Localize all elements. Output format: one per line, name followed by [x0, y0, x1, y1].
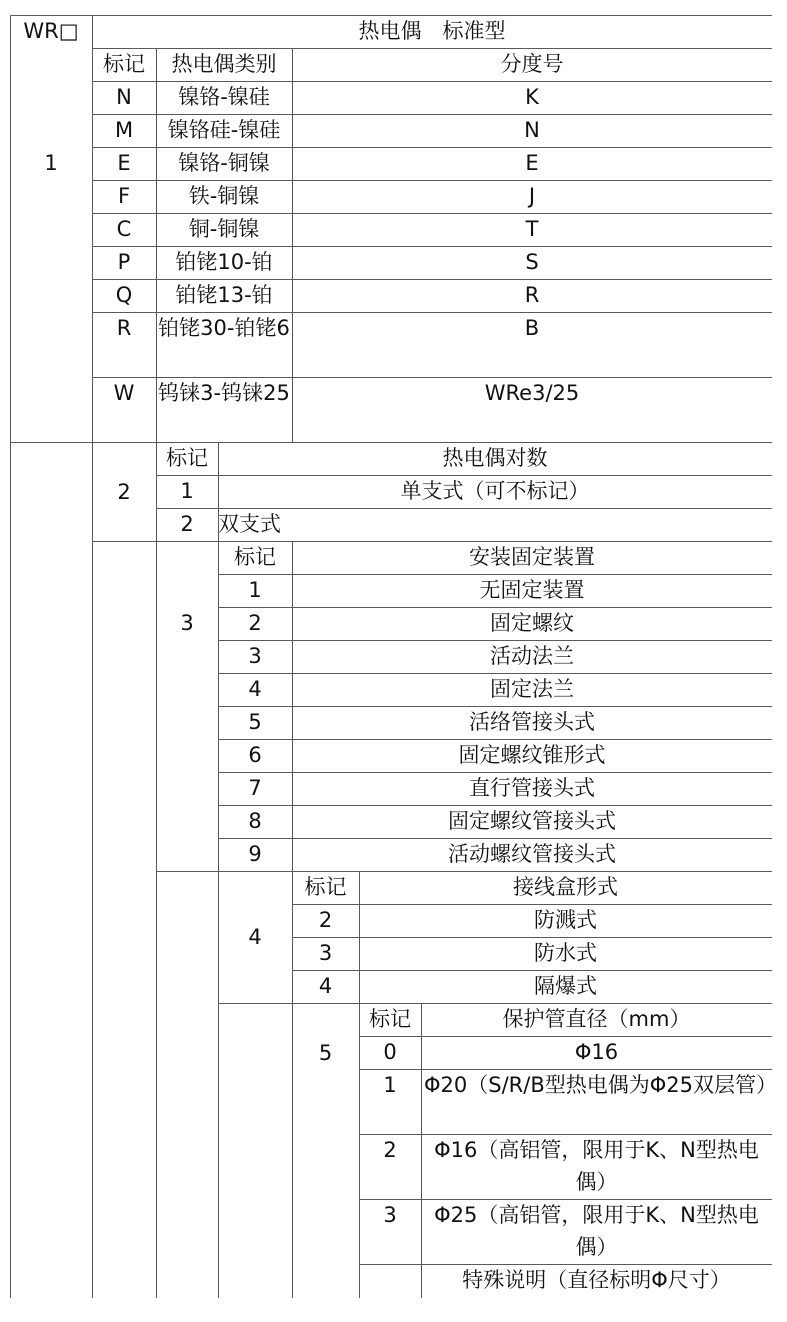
section3-label: 活动法兰 — [490, 644, 574, 668]
section4-label: 防溅式 — [534, 908, 597, 932]
section5-label — [421, 1134, 772, 1199]
section1-grade-header: 分度号 — [500, 52, 564, 76]
section1-grade: J — [528, 184, 536, 208]
section3-mark: 9 — [248, 842, 262, 866]
section1-type — [156, 377, 292, 442]
section3-mark: 1 — [248, 578, 262, 602]
section3-label: 固定螺纹管接头式 — [448, 809, 616, 833]
section5-mark: 0 — [383, 1040, 397, 1064]
section1-mark-header: 标记 — [103, 52, 145, 76]
section1-type: 镍铬-铜镍 — [178, 151, 270, 175]
section1-mark: N — [116, 85, 132, 109]
section2-title: 热电偶对数 — [442, 446, 548, 470]
section1-mark: C — [116, 217, 132, 241]
section4-title: 接线盒形式 — [513, 875, 618, 899]
section1-mark: F — [117, 184, 131, 208]
section2-label: 双支式 — [218, 512, 281, 536]
section2-label: 单支式（可不标记） — [400, 479, 590, 503]
section5-index: 5 — [318, 1040, 333, 1065]
section5-label-text: Φ16（高铝管，限用于K、N型热电偶） — [434, 1138, 759, 1194]
section5-label — [421, 1069, 777, 1134]
section5-title: 保护管直径（mm） — [502, 1007, 691, 1031]
section1-type: 铁-铜镍 — [188, 184, 260, 208]
section3-label: 固定法兰 — [490, 677, 574, 701]
section1-mark: Q — [115, 283, 133, 307]
section3-title: 安装固定装置 — [469, 545, 595, 569]
section1-mark: W — [113, 381, 135, 405]
section3-mark: 3 — [248, 644, 262, 668]
section1-type: 铜-铜镍 — [188, 217, 260, 241]
section1-type: 镍铬硅-镍硅 — [167, 118, 281, 142]
section1-type: 镍铬-镍硅 — [178, 85, 270, 109]
section5-label: Φ16 — [574, 1040, 619, 1064]
section3-label: 直行管接头式 — [469, 776, 595, 800]
section3-label: 无固定装置 — [479, 578, 585, 602]
section5-label: 特殊说明（直径标明Φ尺寸） — [462, 1268, 731, 1292]
section3-label: 活络管接头式 — [469, 710, 595, 734]
section3-mark: 5 — [248, 710, 262, 734]
section1-index: 1 — [44, 150, 58, 175]
section2-mark: 1 — [180, 479, 194, 503]
section5-mark: 2 — [383, 1138, 397, 1162]
section5-label-text: Φ20（S/R/B型热电偶为Φ25双层管） — [424, 1073, 777, 1097]
spec-table — [10, 15, 777, 1298]
section3-mark: 7 — [248, 776, 262, 800]
section1-grade: S — [525, 250, 539, 274]
section1-type — [156, 312, 292, 377]
section5-mark: 1 — [383, 1073, 397, 1097]
section3-index: 3 — [180, 611, 194, 635]
section4-mark: 4 — [318, 974, 333, 998]
section1-grade: WRe3/25 — [484, 381, 580, 405]
section1-grade: K — [525, 85, 539, 109]
section1-type-header: 热电偶类别 — [171, 52, 277, 76]
section1-type-text: 钨铼3-钨铼25 — [158, 381, 290, 405]
section2-index: 2 — [117, 479, 131, 504]
section1-grade: E — [525, 151, 539, 175]
section1-mark: M — [114, 118, 134, 142]
section1-type-text: 铂铑30-铂铑6 — [158, 316, 290, 340]
section1-mark: E — [117, 151, 131, 175]
section1-type: 铂铑13-铂 — [175, 283, 273, 307]
section4-index: 4 — [248, 925, 262, 949]
section1-grade: R — [524, 283, 540, 307]
section5-mark: 3 — [383, 1203, 397, 1227]
section3-label: 固定螺纹 — [490, 611, 574, 635]
section5-label-text: Φ25（高铝管，限用于K、N型热电偶） — [434, 1203, 759, 1259]
section1-grade: B — [524, 316, 540, 340]
section5-mark-header: 标记 — [369, 1007, 411, 1031]
section1-mark: P — [117, 250, 131, 274]
section1-grade: N — [524, 118, 540, 142]
section3-label: 活动螺纹管接头式 — [448, 842, 616, 866]
section3-mark: 4 — [248, 677, 262, 701]
section1-type: 铂铑10-铂 — [175, 250, 273, 274]
section4-label: 防水式 — [534, 941, 597, 965]
section1-grade: T — [525, 217, 539, 241]
section3-mark: 2 — [248, 611, 262, 635]
section3-mark-header: 标记 — [234, 545, 276, 569]
header-code: WR□ — [23, 19, 79, 43]
section1-mark: R — [116, 316, 132, 340]
section3-mark: 8 — [248, 809, 262, 833]
section5-label — [421, 1199, 772, 1264]
section4-mark-header: 标记 — [304, 875, 347, 899]
section2-mark: 2 — [180, 512, 194, 536]
section4-label: 隔爆式 — [534, 974, 597, 998]
section4-mark: 2 — [318, 908, 333, 932]
section2-mark-header: 标记 — [166, 446, 208, 470]
header-title: 热电偶 标准型 — [358, 19, 506, 43]
section3-label: 固定螺纹锥形式 — [458, 743, 606, 767]
section4-mark: 3 — [318, 941, 333, 965]
section5-mark — [359, 1264, 421, 1298]
section3-mark: 6 — [248, 743, 262, 767]
